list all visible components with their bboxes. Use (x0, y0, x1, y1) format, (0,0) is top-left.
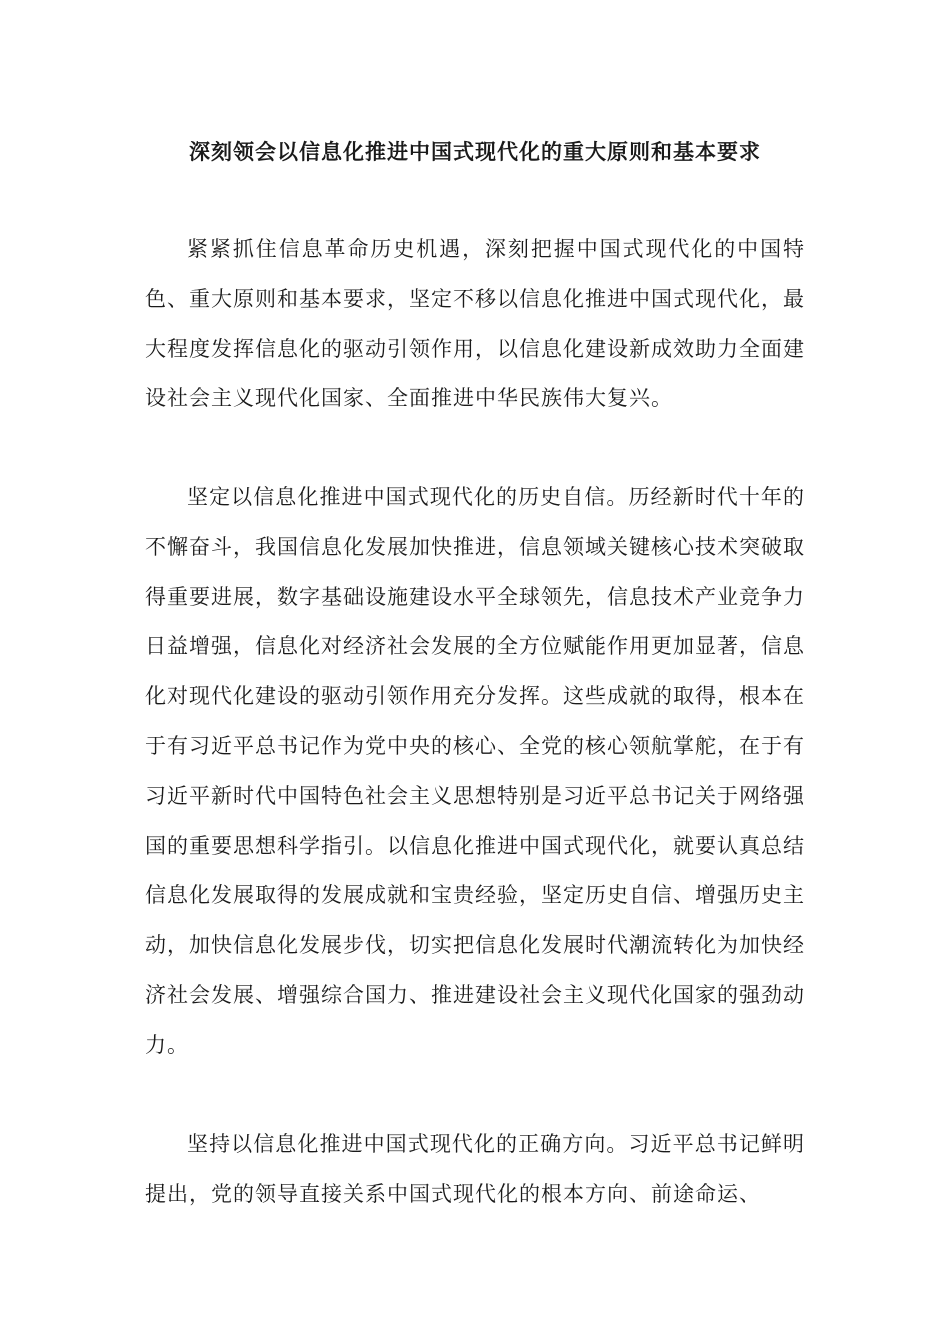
document-title: 深刻领会以信息化推进中国式现代化的重大原则和基本要求 (189, 139, 761, 164)
paragraph-3: 坚持以信息化推进中国式现代化的正确方向。习近平总书记鲜明提出，党的领导直接关系中国式现代化的根本方向、前途命运、 (145, 1132, 805, 1206)
paragraph-1: 紧紧抓住信息革命历史机遇，深刻把握中国式现代化的中国特色、重大原则和基本要求，坚定不移以信息化推进中国式现代化，最大程度发挥信息化的驱动引领作用，以信息化建设新成效助力全面建设社会主义现代化国家、全面推进中华民族伟大复兴。 (145, 237, 805, 411)
paragraph-2: 坚定以信息化推进中国式现代化的历史自信。历经新时代十年的不懈奋斗，我国信息化发展加快推进，信息领域关键核心技术突破取得重要进展，数字基础设施建设水平全球领先，信息技术产业竞争力日益增强，信息化对经济社会发展的全方位赋能作用更加显著，信息化对现代化建设的驱动引领作用充分发挥。这些成就的取得，根本在于有习近平总书记作为党中央的核心、全党的核心领航掌舵，在于有习近平新时代中国特色社会主义思想特别是习近平总书记关于网络强国的重要思想科学指引。以信息化推进中国式现代化，就要认真总结信息化发展取得的发展成就和宝贵经验，坚定历史自信、增强历史主动，加快信息化发展步伐，切实把信息化发展时代潮流转化为加快经济社会发展、增强综合国力、推进建设社会主义现代化国家的强劲动力。 (145, 485, 805, 1057)
